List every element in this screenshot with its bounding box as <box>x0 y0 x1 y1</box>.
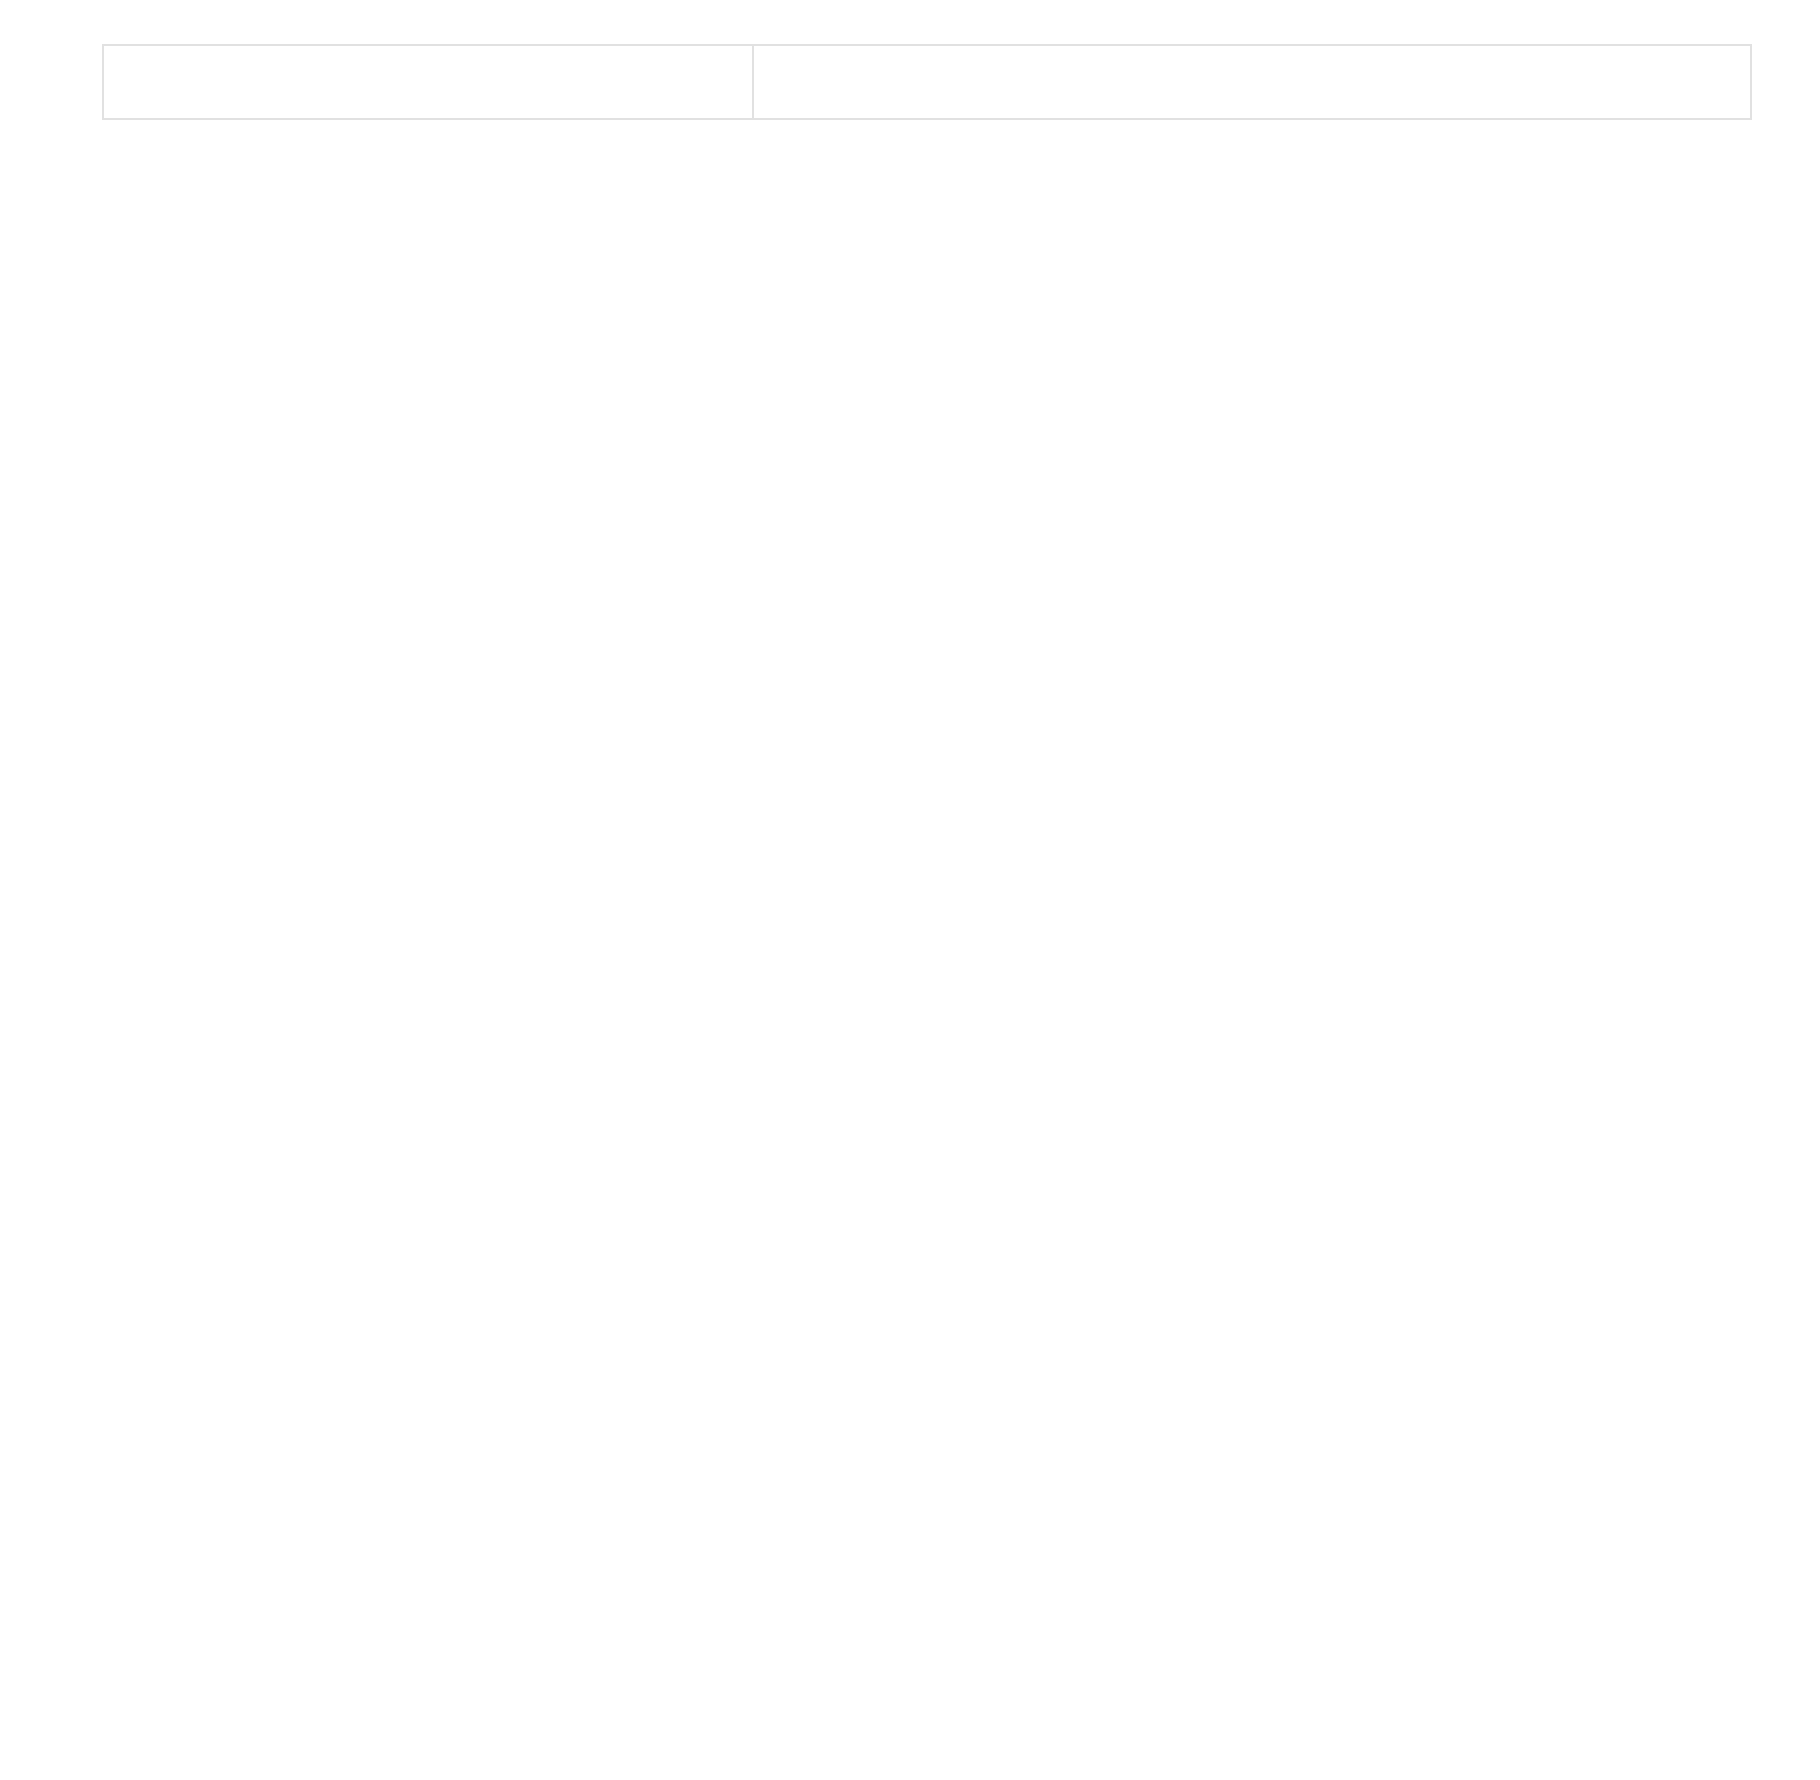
table-header-value <box>753 45 1751 119</box>
table-header-setting <box>103 45 753 119</box>
table-header-row <box>103 45 1751 119</box>
settings-table <box>102 44 1752 120</box>
